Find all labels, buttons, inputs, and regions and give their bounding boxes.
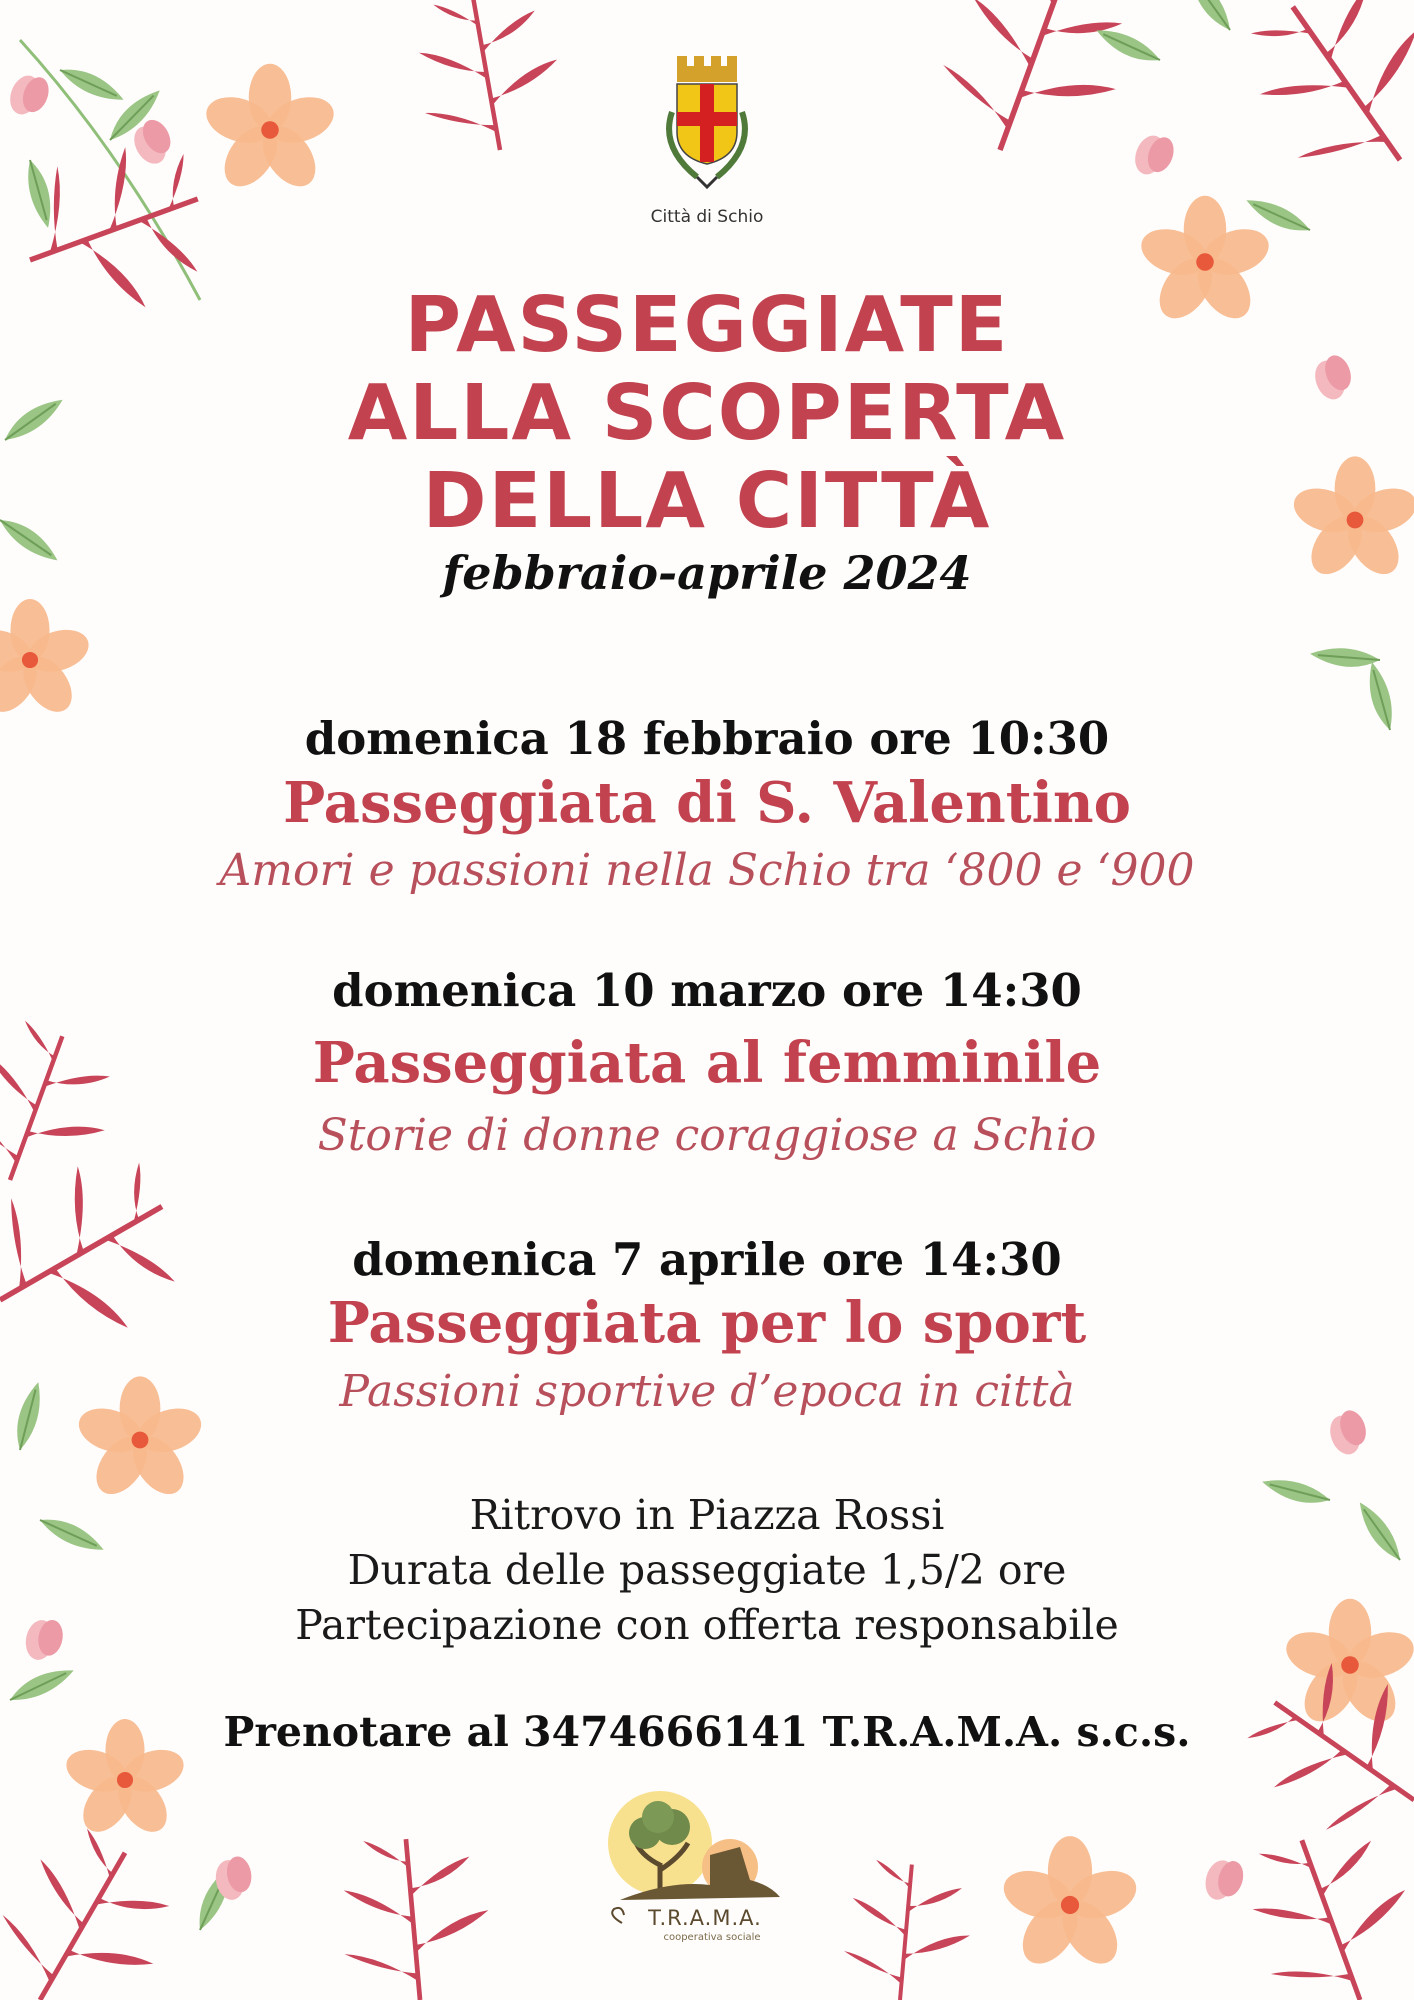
info-block — [0, 1488, 1414, 1653]
page-title — [0, 282, 1414, 546]
info-participation: Partecipazione con offerta responsabile — [295, 1601, 1119, 1649]
event-title: Passeggiata per lo sport — [327, 1290, 1087, 1356]
trama-logo-name: T.R.A.M.A. — [648, 1906, 762, 1930]
info-duration: Durata delle passeggiate 1,5/2 ore — [347, 1546, 1067, 1594]
crown-icon — [677, 56, 737, 82]
title-line: ALLA SCOPERTA — [347, 369, 1067, 458]
trama-logo-tagline: cooperativa sociale — [663, 1932, 761, 1943]
period-subtitle: febbraio-aprile 2024 — [442, 546, 972, 600]
title-line: DELLA CITTÀ — [422, 457, 992, 546]
event-date: domenica 10 marzo ore 14:30 — [332, 964, 1082, 1017]
event-date: domenica 18 febbraio ore 10:30 — [304, 712, 1110, 765]
event-description: Amori e passioni nella Schio tra ‘800 e ‘900 — [219, 845, 1195, 896]
trama-logo — [600, 1785, 810, 1945]
event-description: Passioni sportive d’epoca in città — [339, 1366, 1075, 1417]
event-description: Storie di donne coraggiose a Schio — [317, 1110, 1097, 1161]
event-title: Passeggiata di S. Valentino — [283, 770, 1131, 836]
event-title: Passeggiata al femminile — [312, 1030, 1102, 1096]
city-name: Città di Schio — [650, 207, 764, 227]
info-meeting-point: Ritrovo in Piazza Rossi — [469, 1491, 945, 1539]
booking-line: Prenotare al 3474666141 T.R.A.M.A. s.c.s. — [223, 1708, 1191, 1756]
city-crest-logo — [642, 52, 772, 202]
title-line: PASSEGGIATE — [404, 281, 1010, 370]
event-date: domenica 7 aprile ore 14:30 — [352, 1233, 1062, 1286]
